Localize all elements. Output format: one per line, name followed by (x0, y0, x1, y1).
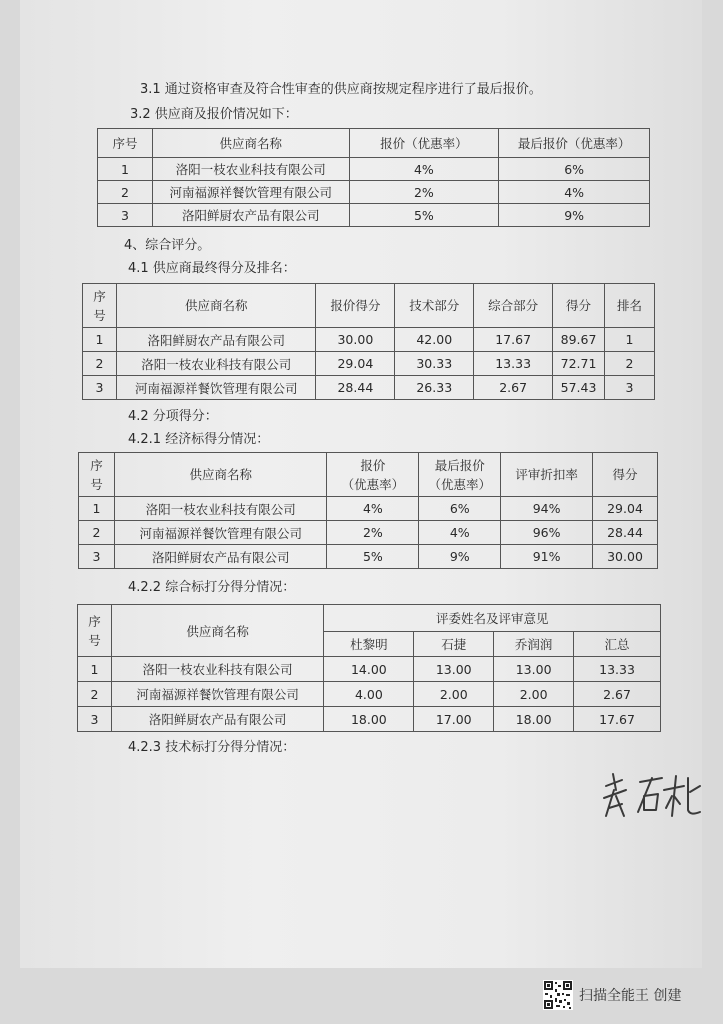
qr-code-icon (543, 980, 573, 1010)
table-row (98, 158, 650, 181)
table-cell: 洛阳鲜厨农产品有限公司 (116, 328, 316, 352)
table-header-row (83, 284, 655, 328)
table-cell: 30.00 (316, 328, 395, 352)
table-cell: 洛阳鲜厨农产品有限公司 (114, 545, 327, 569)
table-header-cell: 最后报价 （优惠率） (419, 453, 501, 497)
text-4-1: 4.1 供应商最终得分及排名： (128, 261, 296, 276)
table-cell: 89.67 (553, 328, 605, 352)
table-cell: 洛阳一枝农业科技有限公司 (114, 497, 327, 521)
table-cell: 2.67 (474, 376, 553, 400)
text-3-1: 3.1 通过资格审查及符合性审查的供应商按规定程序进行了最后报价。 (140, 82, 542, 97)
table-header-row (79, 453, 658, 497)
table-header-cell: 报价得分 (316, 284, 395, 328)
table-cell: 4% (349, 158, 499, 181)
table-cell: 4% (419, 521, 501, 545)
table-header-cell: 供应商名称 (116, 284, 316, 328)
table-cell: 14.00 (324, 657, 414, 682)
table-cell: 3 (78, 707, 112, 732)
table-header-cell: 序 号 (83, 284, 117, 328)
table-header-cell: 得分 (553, 284, 605, 328)
final-score-ranking-table (82, 283, 655, 400)
table-cell: 洛阳一枝农业科技有限公司 (152, 158, 349, 181)
table-cell: 1 (605, 328, 655, 352)
table-cell: 28.44 (593, 521, 658, 545)
table-cell: 洛阳一枝农业科技有限公司 (116, 352, 316, 376)
table-header-row (98, 129, 650, 158)
table-header-cell: 供应商名称 (114, 453, 327, 497)
header-judge-name: 杜黎明 (324, 632, 414, 657)
table-header-cell: 供应商名称 (152, 129, 349, 158)
header-judge-name: 石捷 (414, 632, 494, 657)
table-cell: 1 (78, 657, 112, 682)
table-row (83, 376, 655, 400)
table-cell: 2% (327, 521, 419, 545)
table-cell: 3 (83, 376, 117, 400)
table-cell: 河南福源祥餐饮管理有限公司 (111, 682, 324, 707)
table-cell: 72.71 (553, 352, 605, 376)
table-cell: 9% (419, 545, 501, 569)
table-cell: 5% (349, 204, 499, 227)
table-cell: 9% (499, 204, 650, 227)
scanner-watermark-label: 扫描全能王 创建 (579, 988, 682, 1004)
table-cell: 91% (501, 545, 593, 569)
table-cell: 4.00 (324, 682, 414, 707)
table-cell: 6% (419, 497, 501, 521)
scanner-watermark (543, 980, 681, 1010)
table-cell: 26.33 (395, 376, 474, 400)
economic-score-table (78, 452, 658, 569)
table-cell: 96% (501, 521, 593, 545)
table-cell: 4% (327, 497, 419, 521)
table-cell: 13.33 (474, 352, 553, 376)
table-cell: 13.00 (494, 657, 574, 682)
table-row (98, 181, 650, 204)
table-cell: 洛阳一枝农业科技有限公司 (111, 657, 324, 682)
table-header-cell: 评审折扣率 (501, 453, 593, 497)
table-cell: 17.00 (414, 707, 494, 732)
table-header-cell: 排名 (605, 284, 655, 328)
text-4-2-3: 4.2.3 技术标打分得分情况： (128, 740, 296, 755)
table-cell: 河南福源祥餐饮管理有限公司 (114, 521, 327, 545)
header-judge-name: 乔润润 (494, 632, 574, 657)
table-cell: 2 (605, 352, 655, 376)
header-supplier-name: 供应商名称 (111, 605, 324, 657)
handwritten-signature (600, 768, 710, 828)
table-header-cell: 最后报价（优惠率） (499, 129, 650, 158)
table-cell: 洛阳鲜厨农产品有限公司 (152, 204, 349, 227)
table-cell: 河南福源祥餐饮管理有限公司 (116, 376, 316, 400)
table-cell: 洛阳鲜厨农产品有限公司 (111, 707, 324, 732)
text-4-2: 4.2 分项得分： (128, 409, 218, 424)
table-cell: 42.00 (395, 328, 474, 352)
table-header-cell: 序 号 (79, 453, 115, 497)
table-row (78, 707, 661, 732)
table-header-cell: 得分 (593, 453, 658, 497)
table-cell: 2 (83, 352, 117, 376)
table-row (83, 328, 655, 352)
table-row (79, 497, 658, 521)
table-header-cell: 报价 （优惠率） (327, 453, 419, 497)
table-cell: 2% (349, 181, 499, 204)
table-cell: 17.67 (474, 328, 553, 352)
table-row (78, 682, 661, 707)
table-cell: 94% (501, 497, 593, 521)
table-cell: 5% (327, 545, 419, 569)
text-4-2-2: 4.2.2 综合标打分得分情况： (128, 580, 296, 595)
table-cell: 3 (98, 204, 153, 227)
table-header-cell: 技术部分 (395, 284, 474, 328)
table-cell: 河南福源祥餐饮管理有限公司 (152, 181, 349, 204)
table-cell: 2 (78, 682, 112, 707)
table-row (78, 657, 661, 682)
text-3-2: 3.2 供应商及报价情况如下： (130, 107, 298, 122)
text-4-2-1: 4.2.1 经济标得分情况： (128, 432, 270, 447)
header-judges: 评委姓名及评审意见 (324, 605, 661, 632)
table-cell: 2 (79, 521, 115, 545)
table-cell: 6% (499, 158, 650, 181)
table-cell: 2.67 (574, 682, 661, 707)
header-judge-name: 汇总 (574, 632, 661, 657)
table-cell: 18.00 (494, 707, 574, 732)
table-cell: 30.00 (593, 545, 658, 569)
table-header-cell: 报价（优惠率） (349, 129, 499, 158)
table-cell: 2.00 (414, 682, 494, 707)
table-cell: 1 (83, 328, 117, 352)
table-cell: 13.33 (574, 657, 661, 682)
table-cell: 29.04 (593, 497, 658, 521)
table-cell: 57.43 (553, 376, 605, 400)
table-cell: 29.04 (316, 352, 395, 376)
table-cell: 1 (79, 497, 115, 521)
text-4: 4、综合评分。 (124, 238, 211, 253)
table-cell: 4% (499, 181, 650, 204)
table-cell: 2 (98, 181, 153, 204)
table-cell: 30.33 (395, 352, 474, 376)
table-row (98, 204, 650, 227)
table-row (79, 521, 658, 545)
table-header-cell: 序号 (98, 129, 153, 158)
table-cell: 1 (98, 158, 153, 181)
comprehensive-score-table (77, 604, 661, 732)
header-seq: 序 号 (78, 605, 112, 657)
supplier-quote-table (97, 128, 650, 227)
table-row (79, 545, 658, 569)
table-cell: 3 (605, 376, 655, 400)
table-cell: 17.67 (574, 707, 661, 732)
table-cell: 2.00 (494, 682, 574, 707)
table-cell: 18.00 (324, 707, 414, 732)
table-cell: 3 (79, 545, 115, 569)
table-header-cell: 综合部分 (474, 284, 553, 328)
table-cell: 28.44 (316, 376, 395, 400)
table-row (83, 352, 655, 376)
table-cell: 13.00 (414, 657, 494, 682)
